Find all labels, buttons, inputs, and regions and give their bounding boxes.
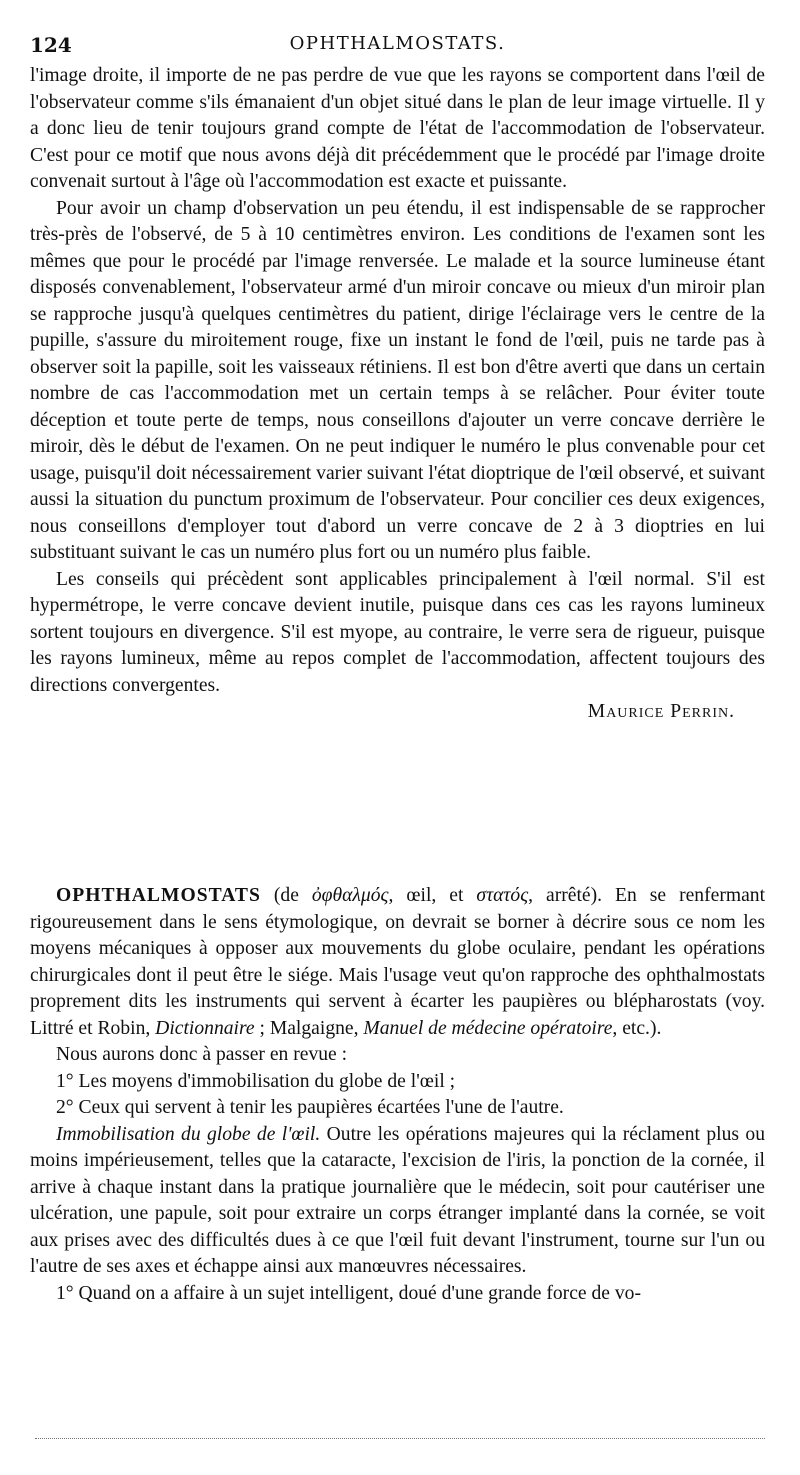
reference-title: Dictionnaire bbox=[155, 1017, 255, 1039]
paragraph: l'image droite, il importe de ne pas perdre de vue que les rayons se comportent dans l'œil de l'observateur comme s'ils émanaient d'un objet situé dans le plan de leur image virtuelle. Il y a donc lieu de tenir toujours grand compte de l'état de l'accommodation de l'observateur. C'est pour ce motif que nous avons déjà dit précédemment que le procédé par l'image droite convenait surtout à l'âge où l'accommodation est exacte et puissante. bbox=[30, 65, 765, 192]
list-item: 2° Ceux qui servent à tenir les paupières écartées l'une de l'autre. bbox=[56, 1097, 564, 1118]
article-continuation bbox=[30, 63, 765, 726]
paragraph: Pour avoir un champ d'observation un peu étendu, il est indispensable de se rapprocher très-près de l'observé, de 5 à 10 centimètres environ. Les conditions de l'examen sont les mêmes que pour le procédé par l'image renversée. Le malade et la source lumineuse étant disposés convenablement, l'observateur armé d'un miroir concave ou mieux d'un miroir plan se rapproche jusqu'à quelques centimètres du patient, dirige l'éclairage vers le centre de la pupille, s'assure du miroitement rouge, fixe un instant le fond de l'œil, puis ne tarde pas à observer soit la papille, soit les vaisseaux rétiniens. Il est bon d'être averti que dans un certain nombre de cas l'accommodation met un certain temps à se relâcher. Pour éviter toute déception et toute perte de temps, nous conseillons d'ajouter un verre concave derrière le miroir, dès le début de l'examen. On ne peut indiquer le numéro le plus convenable pour cet usage, puisqu'il doit nécessairement varier suivant l'état dioptrique de l'œil observé, et suivant aussi la situation du punctum proximum de l'observateur. Pour concilier ces deux exigences, nous conseillons d'employer tout d'abord un verre concave de 2 à 3 dioptries en lui substituant suivant le cas un numéro plus fort ou un numéro plus faible. bbox=[30, 197, 765, 563]
paragraph: Nous aurons donc à passer en revue : bbox=[56, 1044, 348, 1065]
greek-term: ὀφθαλμός bbox=[311, 885, 389, 906]
bottom-dotted-rule bbox=[35, 1438, 765, 1439]
greek-term: στατός bbox=[476, 885, 529, 906]
running-title: OPHTHALMOSTATS. bbox=[289, 33, 506, 54]
article-ophthalmostats bbox=[30, 883, 765, 1307]
running-header bbox=[30, 33, 765, 57]
paragraph: Les conseils qui précèdent sont applicables principalement à l'œil normal. S'il est hypermétrope, le verre concave devient inutile, puisque dans ces cas les rayons lumineux sortent toujours en divergence. S'il est myope, au contraire, le verre sera de rigueur, puisque les rayons lumineux, même au repos complet de l'accommodation, affectent toujours des directions convergentes. bbox=[30, 568, 765, 696]
subsection-heading: Immobilisation du globe de l'œil. bbox=[56, 1123, 321, 1145]
list-item: 1° Les moyens d'immobilisation du globe de l'œil ; bbox=[56, 1070, 456, 1092]
page-number: 124 bbox=[30, 33, 72, 57]
paragraph: Immobilisation du globe de l'œil. Outre les opérations majeures qui la réclament plus ou moins impérieusement, telles que la cataracte, l'excision de l'iris, la ponction de la cornée, il arrive à chaque instant dans la pratique journalière que le médecin, soit pour cautériser une ulcération, une papule, soit pour extraire un corps étranger implanté dans la cornée, se voit aux prises avec des difficultés dues à ce que l'œil fuit devant l'instrument, tourne sur l'un ou l'autre de ses axes et échappe ainsi aux manœuvres nécessaires. bbox=[30, 1123, 765, 1277]
entry-intro: OPHTHALMOSTATS (de ὀφθαλμός, œil, et στατός, arrêté). En se renfermant rigoureusement dans le sens étymologique, on devrait se borner à décrire sous ce nom les moyens mécaniques à opposer aux mouvements du globe oculaire, pendant les opérations chirurgicales dont il peut être le siége. Mais l'usage veut qu'on rapproche des ophthalmostats proprement dits les instruments qui servent à écarter les paupières ou blépharostats (voy. Littré et Robin, Dictionnaire ; Malgaigne, Manuel de médecine opératoire, etc.). bbox=[30, 885, 766, 1039]
reference-title: Manuel de médecine opératoire bbox=[363, 1017, 613, 1039]
entry-headword: OPHTHALMOSTATS bbox=[56, 885, 261, 906]
author-signature: Maurice Perrin. bbox=[587, 701, 735, 722]
paragraph: 1° Quand on a affaire à un sujet intelligent, doué d'une grande force de vo- bbox=[56, 1282, 641, 1304]
